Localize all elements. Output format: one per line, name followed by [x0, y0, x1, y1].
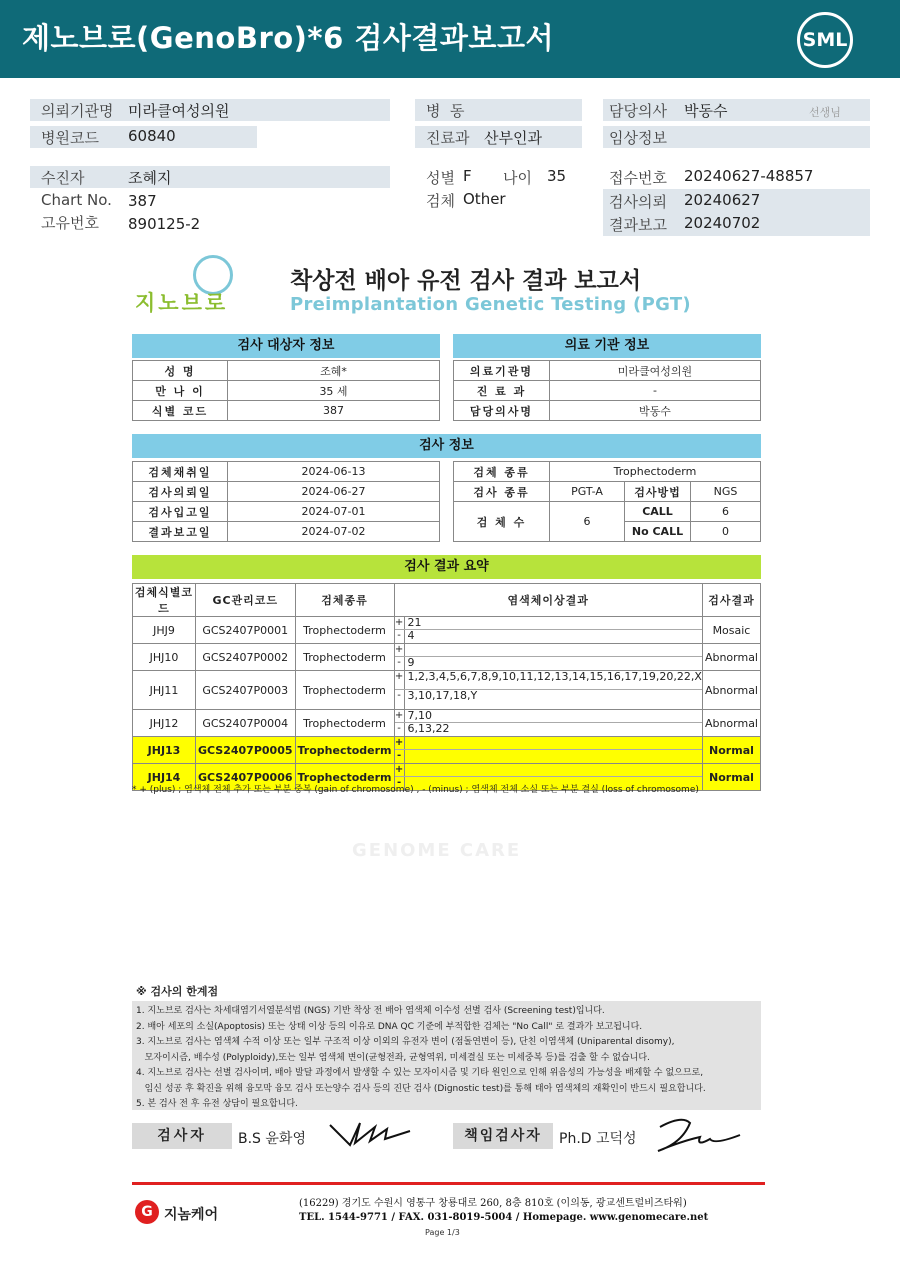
- count-value: 6: [550, 502, 625, 542]
- summary-table: [132, 583, 761, 791]
- limitation-item: 4. 지노브로 검사는 선별 검사이며, 배아 발달 과정에서 발생할 수 있는 모자이시즘 및 기타 원인으로 인해 위음성의 가능성을 배제할 수 없으므로,: [136, 1068, 704, 1078]
- test-type-label: 검사 종류: [454, 482, 550, 502]
- table-row: [133, 644, 761, 671]
- nocall-value: 0: [691, 522, 761, 542]
- specimen-type-cell: Trophectoderm: [295, 764, 394, 791]
- loss-sign: -: [395, 690, 405, 709]
- test-info-header: 검사 정보: [132, 434, 761, 458]
- recipient-value: 조혜지: [128, 169, 172, 187]
- sample-id-cell: JHJ10: [133, 644, 196, 671]
- gain-row: [395, 764, 702, 777]
- gain-row: [395, 737, 702, 750]
- specimen-type-value: Trophectoderm: [550, 462, 761, 482]
- specimen-label: 검체: [426, 192, 455, 210]
- chart-value: 387: [128, 192, 157, 210]
- chief-signature: [652, 1113, 742, 1155]
- institution-value: 미라클여성의원: [550, 361, 761, 381]
- loss-sign: -: [395, 630, 405, 643]
- sample-id-cell: JHJ13: [133, 737, 196, 764]
- table-row: [133, 617, 761, 644]
- column-header: 염색체이상결과: [394, 584, 702, 617]
- result-cell: Normal: [702, 737, 760, 764]
- brand-name: 지노브로: [135, 291, 229, 315]
- chief-label: 책임검사자: [453, 1123, 553, 1149]
- institution-key: 진 료 과: [454, 381, 550, 401]
- report-date-value: 2024-07-02: [228, 522, 440, 542]
- test-dates-table: [132, 461, 440, 542]
- doctor-suffix: 선생님: [809, 106, 841, 119]
- sex-label: 성별: [426, 169, 455, 187]
- unique-value: 890125-2: [128, 215, 201, 233]
- loss-chromosomes: 3,10,17,18,Y: [407, 689, 478, 702]
- recipient-label: 수진자: [41, 169, 85, 187]
- count-label: 검 체 수: [454, 502, 550, 542]
- gain-row: [395, 644, 702, 657]
- chief-name: Ph.D 고덕성: [559, 1131, 637, 1147]
- receipt-value: 20240627-48857: [684, 167, 814, 185]
- chromosome-result-cell: [394, 737, 702, 764]
- table-row: [133, 737, 761, 764]
- report-label: 결과보고: [609, 216, 667, 234]
- sample-id-cell: JHJ14: [133, 764, 196, 791]
- specimen-value: Other: [463, 190, 506, 208]
- loss-row: [395, 750, 702, 763]
- age-label: 나이: [503, 169, 532, 187]
- summary-header: 검사 결과 요약: [132, 555, 761, 579]
- method-label: 검사방법: [625, 482, 691, 502]
- institution-key: 담당의사명: [454, 401, 550, 421]
- gain-chromosomes: 1,2,3,4,5,6,7,8,9,10,11,12,13,14,15,16,17,19,20,22,X: [407, 670, 702, 683]
- tester-signature: [325, 1115, 415, 1153]
- received-value: 2024-07-01: [228, 502, 440, 522]
- specimen-type-cell: Trophectoderm: [295, 617, 394, 644]
- chromosome-result-cell: [394, 617, 702, 644]
- loss-sign: -: [395, 723, 405, 736]
- genomecare-icon: G: [135, 1200, 159, 1224]
- collect-label: 검체채취일: [133, 462, 228, 482]
- test-specimen-table: [453, 461, 761, 542]
- sex-value: F: [463, 167, 472, 185]
- loss-chromosomes: 4: [407, 629, 415, 642]
- report-subtitle: Preimplantation Genetic Testing (PGT): [290, 294, 691, 315]
- sample-id-cell: JHJ11: [133, 671, 196, 710]
- collect-value: 2024-06-13: [228, 462, 440, 482]
- page-title: 제노브로(GenoBro)*6 검사결과보고서: [22, 21, 554, 55]
- request-date-label: 검사의뢰일: [133, 482, 228, 502]
- header-bar: [0, 0, 900, 78]
- gain-sign: +: [394, 644, 404, 655]
- doctor-value: 박동수: [684, 102, 728, 120]
- watermark: GENOME CARE: [352, 840, 522, 861]
- doctor-label: 담당의사: [609, 102, 667, 120]
- gain-sign: +: [394, 737, 404, 748]
- receipt-label: 접수번호: [609, 169, 667, 187]
- code-value: 60840: [128, 127, 176, 145]
- sample-id-cell: JHJ12: [133, 710, 196, 737]
- gain-chromosomes: 21: [407, 616, 422, 629]
- loss-sign: -: [395, 777, 405, 790]
- result-cell: Mosaic: [702, 617, 760, 644]
- loss-chromosomes: 6,13,22: [407, 722, 450, 735]
- limitations-title: ※ 검사의 한계점: [136, 985, 219, 998]
- limitations-box: [132, 1001, 761, 1110]
- specimen-type-cell: Trophectoderm: [295, 710, 394, 737]
- dept-label: 진료과: [426, 129, 470, 147]
- subject-table: [132, 360, 440, 421]
- chart-label: Chart No.: [41, 191, 112, 209]
- loss-row: [395, 690, 702, 709]
- received-label: 검사입고일: [133, 502, 228, 522]
- specimen-type-label: 검체 종류: [454, 462, 550, 482]
- loss-sign: -: [395, 657, 405, 670]
- subject-key: 성 명: [133, 361, 228, 381]
- gc-code-cell: GCS2407P0005: [195, 737, 295, 764]
- limitation-item: 2. 배아 세포의 소실(Apoptosis) 또는 상태 이상 등의 이유로 DNA QC 기준에 부적합한 검체는 "No Call" 로 결과가 보고됩니다.: [136, 1021, 643, 1032]
- gc-code-cell: GCS2407P0003: [195, 671, 295, 710]
- institution-table: [453, 360, 761, 421]
- gain-sign: +: [394, 617, 404, 628]
- hospital-value: 미라클여성의원: [128, 102, 230, 120]
- gain-row: [395, 671, 702, 690]
- gain-sign: +: [394, 764, 404, 775]
- tester-label: 검사자: [132, 1123, 232, 1149]
- gain-chromosomes: 7,10: [407, 709, 433, 722]
- gc-code-cell: GCS2407P0002: [195, 644, 295, 671]
- column-header: 검체식별코드: [133, 584, 196, 617]
- report-value: 20240702: [684, 214, 761, 232]
- gc-code-cell: GCS2407P0001: [195, 617, 295, 644]
- unique-label: 고유번호: [41, 214, 99, 232]
- limitation-item: 3. 지노브로 검사는 염색체 수적 이상 또는 일부 구조적 이상 이외의 유전자 변이 (점돌연변이 등), 단친 이염색체 (Uniparental disomy),: [136, 1037, 675, 1047]
- gain-row: [395, 617, 702, 630]
- call-label: CALL: [625, 502, 691, 522]
- ward-label: 병 동: [426, 102, 465, 120]
- column-header: 검체종류: [295, 584, 394, 617]
- gc-code-cell: GCS2407P0004: [195, 710, 295, 737]
- specimen-type-cell: Trophectoderm: [295, 737, 394, 764]
- dept-value: 산부인과: [484, 129, 542, 147]
- loss-row: [395, 630, 702, 643]
- page-number: Page 1/3: [425, 1228, 460, 1237]
- specimen-type-cell: Trophectoderm: [295, 644, 394, 671]
- method-value: NGS: [691, 482, 761, 502]
- subject-key: 만 나 이: [133, 381, 228, 401]
- report-date-label: 결과보고일: [133, 522, 228, 542]
- gain-chromosomes: [405, 764, 702, 776]
- chromosome-result-cell: [394, 671, 702, 710]
- request-date-value: 2024-06-27: [228, 482, 440, 502]
- sml-logo: SML: [797, 12, 853, 68]
- table-row: [133, 710, 761, 737]
- subject-value: 조혜*: [228, 361, 440, 381]
- result-cell: Abnormal: [702, 710, 760, 737]
- limitation-item: 5. 본 검사 전 후 유전 상담이 필요합니다.: [136, 1099, 298, 1109]
- gc-code-cell: GCS2407P0006: [195, 764, 295, 791]
- limitation-item: 1. 지노브로 검사는 차세대염기서열분석법 (NGS) 기반 착상 전 배아 염색체 이수성 선별 검사 (Screening test)입니다.: [136, 1006, 605, 1016]
- gain-sign: +: [394, 710, 404, 721]
- loss-sign: -: [395, 750, 405, 763]
- subject-value: 387: [228, 401, 440, 421]
- limitation-item: 모자이시즘, 배수성 (Polyploidy),또는 일부 염색체 변이(균형전좌, 균형역위, 미세결실 또는 미세중복 등)를 검출 할 수 없습니다.: [136, 1052, 650, 1063]
- company-name: 지놈케어: [164, 1207, 219, 1223]
- institution-header: 의료 기관 정보: [453, 334, 761, 358]
- subject-key: 식별 코드: [133, 401, 228, 421]
- tester-name: B.S 윤화영: [238, 1131, 306, 1147]
- sample-id-cell: JHJ9: [133, 617, 196, 644]
- hospital-label: 의뢰기관명: [41, 102, 114, 120]
- loss-chromosomes: 9: [407, 656, 415, 669]
- column-header: 검사결과: [702, 584, 760, 617]
- call-value: 6: [691, 502, 761, 522]
- request-label: 검사의뢰: [609, 193, 667, 211]
- gain-sign: +: [395, 671, 405, 689]
- institution-key: 의료기관명: [454, 361, 550, 381]
- loss-chromosomes: [405, 750, 702, 763]
- institution-value: 박동수: [550, 401, 761, 421]
- footer-address-block: [299, 1197, 708, 1225]
- age-value: 35: [547, 167, 567, 185]
- specimen-type-cell: Trophectoderm: [295, 671, 394, 710]
- request-value: 20240627: [684, 191, 761, 209]
- gain-chromosomes: [405, 644, 702, 656]
- subject-value: 35 세: [228, 381, 440, 401]
- nocall-label: No CALL: [625, 522, 691, 542]
- subject-header: 검사 대상자 정보: [132, 334, 440, 358]
- summary-footnote: * + (plus) ; 염색체 전체 추가 또는 부분 중복 (gain of chromosome) , - (minus) ; 염색체 전체 소실 또는 부분 결실 (loss of chromosome): [132, 785, 699, 795]
- loss-row: [395, 723, 702, 736]
- column-header: GC관리코드: [195, 584, 295, 617]
- chromosome-result-cell: [394, 710, 702, 737]
- footer-divider: [132, 1182, 765, 1185]
- institution-value: -: [550, 381, 761, 401]
- limitation-item: 임신 성공 후 확진을 위해 융모막 융모 검사 또는양수 검사 등의 진단 검사 (Dignostic test)를 통해 태아 염색체의 재확인이 반드시 필요합니다.: [136, 1083, 706, 1094]
- report-title: 착상전 배아 유전 검사 결과 보고서: [290, 268, 642, 294]
- loss-row: [395, 657, 702, 670]
- result-cell: Normal: [702, 764, 760, 791]
- footer-contact: TEL. 1544-9771 / FAX. 031-8019-5004 / Homepage. www.genomecare.net: [299, 1212, 709, 1223]
- result-cell: Abnormal: [702, 644, 760, 671]
- footer-address: (16229) 경기도 수원시 영통구 창룡대로 260, 8층 810호 (이의동, 광교센트럴비즈타워): [299, 1198, 687, 1209]
- result-cell: Abnormal: [702, 671, 760, 710]
- gain-chromosomes: [405, 737, 702, 749]
- chromosome-result-cell: [394, 644, 702, 671]
- code-label: 병원코드: [41, 129, 99, 147]
- table-row: [133, 671, 761, 710]
- clinical-label: 임상정보: [609, 129, 667, 147]
- test-type-value: PGT-A: [550, 482, 625, 502]
